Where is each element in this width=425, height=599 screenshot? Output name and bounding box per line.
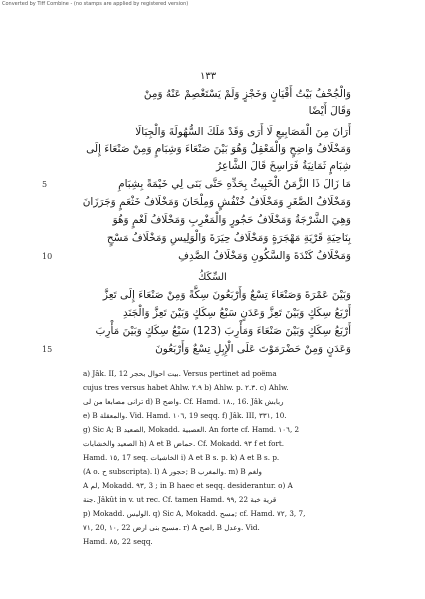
- line-number: 5: [42, 180, 48, 189]
- text-line: أَرَانَ مِنَ الْمَصَابِيعِ لَا أَرَى وَقَدْ مَلَكَ السُّهُولَةَ وَالْجِبَالَا: [135, 126, 351, 138]
- text-line: شِبَامٍ ثَمَانِيَةُ فَرَاسِخَ قَالَ الشَّاعِرُ: [216, 160, 351, 172]
- footnote-line: الصعيد والخشابات h) A et B حماض. Cf. Mokadd. ٩٣ f et fort.: [83, 439, 285, 448]
- footnote-line: (A o. ح subscripta). l) A حجور; B والمغرب. m) B ولغم: [83, 467, 262, 476]
- footnote-line: جنة. Jâkût in v. ut rec. Cf. tamen Hamd. ٩٩, 22 قرية خبة: [83, 495, 277, 504]
- footnote-line: Hamd. ١٥, 17 seq. الخاشيات i) A et B s. p. k) A et B s. p.: [83, 453, 280, 462]
- footnote-line: g) Sic A; B الصعيد, Mokadd. العصبية. An forte cf. Hamd. ١٠٦, 2: [83, 425, 300, 434]
- footnote-line: p) Mokadd. الوليس. q) Sic A, Mokadd. مسح; cf. Hamd. ٧٢, 3, 7,: [83, 509, 306, 518]
- footnote-line: e) B والمعقلة. Vid. Hamd. ١٠٦, 19 seqq. f) Jâk. III, ٣٣١, 10.: [83, 411, 287, 420]
- footnote-line: A لم, Mokadd. ٩٣, 3 ; in B haec et seqq. desiderantur. o) A: [83, 481, 293, 490]
- footnote-line: ٧١, 20, ١٠, 22 مسيح بنى ارض. r) A اصح, B وعدل. Vid.: [83, 523, 260, 532]
- text-line: وَعَدَنٍ وَمِنْ حَضْرَمَوْتَ عَلَى الْإِبِلِ تِسْعٌ وَأَرْبَعُونَ: [155, 343, 351, 355]
- text-line: وَمَخْلَافُ كَنْدَةَ وَالسَّكُونِ وَمَخْلَافُ الصَّدِفِ: [178, 250, 351, 262]
- text-line: وَهِيَ الشَّرْجَةُ وَمَخْلَافُ حَجُورٍ وَالْمَغْرِبِ وَمَخْلَافُ لَغْمٍ وَهُوَ: [112, 214, 351, 226]
- footnote-line: cujus tres versus habet Ahlw. ٢.٩ b) Ahlw. p. ٢.٣. c) Ahlw.: [83, 383, 289, 392]
- section-heading: السِّكَكُ: [198, 272, 227, 283]
- page-number: ١٣٣: [200, 71, 217, 82]
- text-line: أَرْبَعُ سِكَكٍ وَبَيْنَ تَعِزَّ وَعَدَنٍ سَبْعُ سِكَكٍ وَبَيْنَ تَعِزَّ وَالْجَنَدِ: [122, 307, 351, 319]
- text-line: وَبَيْنَ عَمْرَةَ وَصَنْعَاءَ تِسْعٌ وَأَرْبَعُونَ سِكَّةً وَمِنْ صَنْعَاءَ إِلَى تَعِزَّ: [102, 289, 351, 301]
- text-line: وَمَخْلَافُ الصَّغَرِ وَمَخْلَافُ خُنْفُشٍ وَمِلْحَانَ وَمَخْلَافُ خَثْعَمٍ وَجَرَزَانَ: [82, 196, 351, 208]
- footnote-line: ترانى مصابعا من لى d) B واضح. Cf. Hamd. ١٨., 16. Jâk ربابش: [83, 397, 284, 406]
- text-line: وَمَخْلَافُ وَاضِحٍ وَالْمَعْقِلُ وَهُوَ بَيْنَ صَنْعَاءَ وَشِبَامٍ وَمِنْ صَنْعَاءَ إِلَى: [86, 143, 351, 155]
- footnote-line: a) Jâk. II, 12 بيت احوال بحجر. Versus pertinet ad poëma: [83, 369, 277, 378]
- footnote-line: Hamd. ٨٥, 22 seqq.: [83, 537, 153, 546]
- text-line: بِنَاحِيَةِ قَرْيَةِ مَهْجَرَةٍ وَمَخْلَافُ حِيَرَةَ وَالْوَلِيسِ وَمَخْلَافُ مَسْحٍ: [106, 232, 351, 244]
- line-number: 10: [42, 252, 53, 261]
- text-line: مَا زَالَ ذَا الزَّمَنُ الْخَبِيثُ بِحَدِّهِ حَتَّى بَنَى لِي خَيْمَةً بِشِبَامِ: [118, 178, 351, 190]
- text-line: وَقَالَ أَيْضًا: [308, 105, 351, 117]
- text-line: أَرْبَعُ سِكَكٍ وَبَيْنَ صَنْعَاءَ وَمَأْرِبَ (123) سَبْعُ سِكَكٍ وَبَيْنَ مَأْرِبَ: [95, 325, 351, 337]
- converter-banner: Converted by Tiff Combine - (no stamps are applied by registered version): [2, 1, 189, 7]
- line-number: 15: [42, 345, 53, 354]
- text-line: وَالْجُحْفُ بَيْتُ أَقْيَانٍ وَخَجْزٍ وَلَمْ يَسْتَغْصِمْ عَنْهُ وَمِنْ: [143, 88, 351, 100]
